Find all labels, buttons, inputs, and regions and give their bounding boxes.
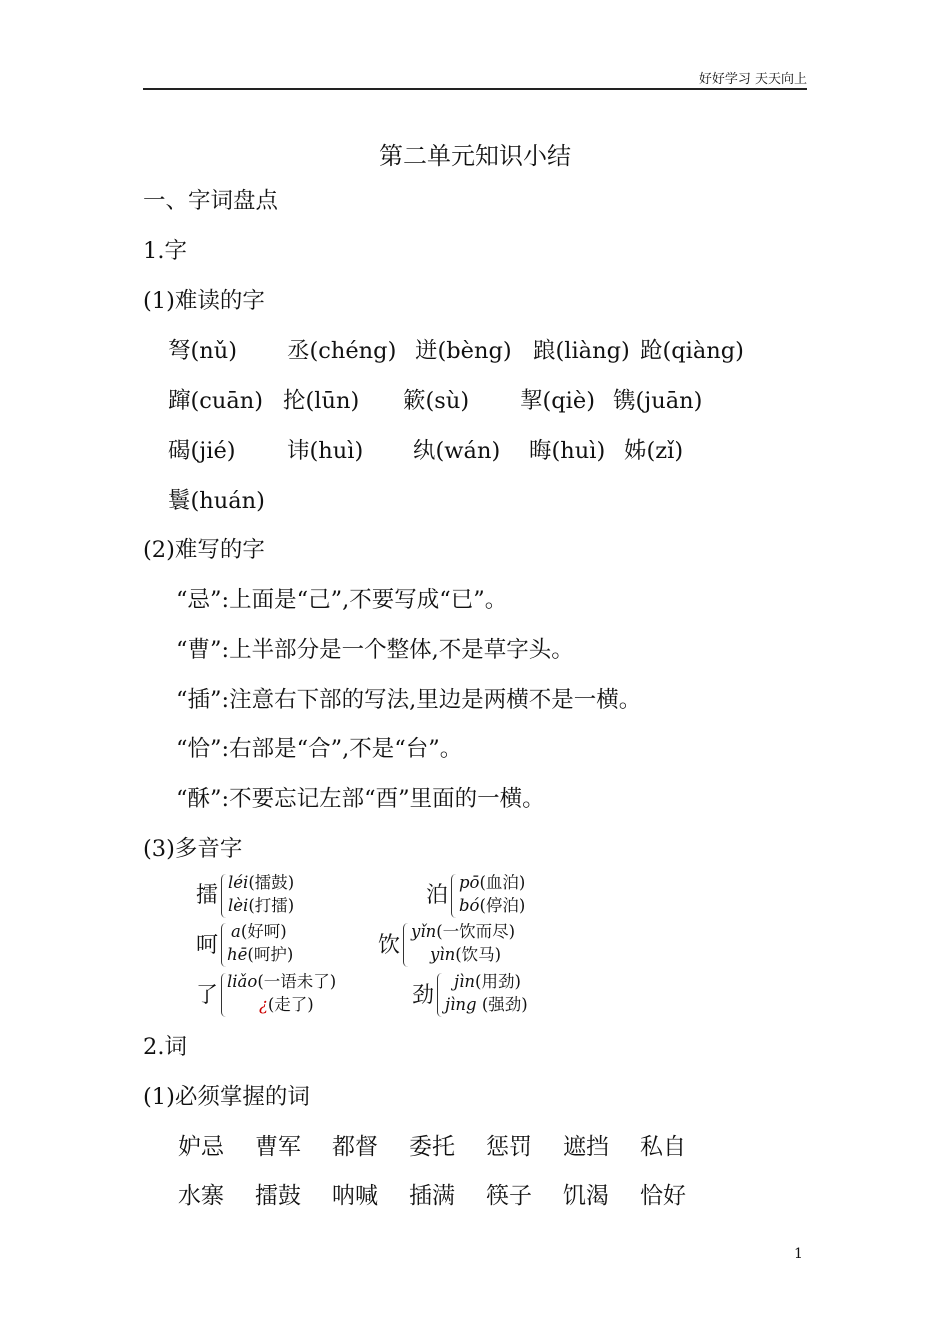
word-item: 插满 (409, 1183, 455, 1209)
word-item: 委托 (409, 1134, 455, 1160)
hard-read-item: 蹿(cuān) (168, 388, 264, 414)
hard-read-item: 讳(huì) (287, 438, 364, 464)
word-item: 恰好 (640, 1183, 686, 1209)
word-item: 水寨 (178, 1183, 224, 1209)
word-item: 呐喊 (332, 1183, 378, 1209)
polyphone-reading: bó(停泊) (459, 896, 526, 915)
hard-read-item: 晦(huì) (529, 438, 606, 464)
polyphone-heading: (3)多音字 (143, 836, 243, 862)
word-item: 擂鼓 (255, 1183, 301, 1209)
polyphone-char: 泊 (426, 883, 449, 908)
word-item: 都督 (332, 1134, 378, 1160)
polyphone-char: 呵 (196, 933, 219, 958)
polyphone-reading: jìng (强劲) (445, 995, 528, 1014)
polyphone-char: 劲 (412, 983, 435, 1008)
hard-read-item: 抡(lūn) (283, 388, 360, 414)
hard-read-heading: (1)难读的字 (143, 288, 265, 314)
word-item: 饥渴 (563, 1183, 609, 1209)
hard-read-item: 踉(liàng) (533, 338, 630, 364)
section-heading-words: 一、字词盘点 (143, 188, 279, 214)
polyphone-char: 擂 (196, 883, 219, 908)
hard-read-item: 镌(juān) (613, 388, 703, 414)
word-item: 遮挡 (563, 1134, 609, 1160)
hard-write-heading: (2)难写的字 (143, 537, 265, 563)
must-words-heading: (1)必须掌握的词 (143, 1084, 310, 1110)
brace-mark (221, 874, 228, 918)
polyphone-char: 饮 (378, 933, 401, 958)
polyphone-reading: liǎo(一语未了) (227, 972, 337, 991)
subsection-heading-words: 2.词 (143, 1034, 187, 1060)
hard-write-line: “酥”:不要忘记左部“酉”里面的一横。 (176, 786, 545, 812)
brace-mark (451, 874, 458, 918)
word-row (178, 1181, 717, 1211)
polyphone-reading: yǐn(一饮而尽) (411, 922, 516, 941)
hard-read-item: 纨(wán) (413, 438, 501, 464)
hard-read-item: 丞(chéng) (287, 338, 397, 364)
hard-read-item: 跄(qiàng) (640, 338, 744, 364)
hard-read-item: 弩(nǔ) (168, 338, 238, 364)
hard-read-item: 姊(zǐ) (624, 438, 684, 464)
word-item: 惩罚 (486, 1134, 532, 1160)
brace-mark (437, 973, 444, 1017)
hard-read-item: 碣(jié) (168, 438, 236, 464)
polyphone-reading: hē(呵护) (227, 945, 294, 964)
hard-write-line: “恰”:右部是“合”,不是“台”。 (176, 736, 463, 762)
polyphone-reading: lèi(打擂) (228, 896, 295, 915)
polyphone-reading: jìn(用劲) (454, 972, 521, 991)
hard-write-line: “忌”:上面是“己”,不要写成“已”。 (176, 587, 508, 613)
polyphone-reading: a(好呵) (231, 922, 287, 941)
polyphone-reading: léi(擂鼓) (228, 873, 295, 892)
brace-mark (403, 923, 410, 967)
hard-read-item: 挈(qiè) (520, 388, 595, 414)
polyphone-reading: pō(血泊) (459, 873, 526, 892)
header-motto: 好好学习 天天向上 (698, 72, 807, 87)
word-item: 私自 (640, 1134, 686, 1160)
page-title: 第二单元知识小结 (379, 142, 571, 170)
word-item: 筷子 (486, 1183, 532, 1209)
word-item: 妒忌 (178, 1134, 224, 1160)
word-item: 曹军 (255, 1134, 301, 1160)
hard-write-line: “曹”:上半部分是一个整体,不是草字头。 (176, 637, 574, 663)
hard-read-item: 簌(sù) (403, 388, 470, 414)
hard-write-line: “插”:注意右下部的写法,里边是两横不是一横。 (176, 687, 642, 713)
polyphone-reading: ¿(走了) (259, 995, 314, 1014)
page-number: 1 (794, 1246, 803, 1262)
header-rule (143, 88, 807, 90)
word-row (178, 1132, 717, 1162)
polyphone-reading: yìn(饮马) (430, 945, 502, 964)
subsection-heading-chars: 1.字 (143, 238, 187, 264)
polyphone-char: 了 (196, 983, 219, 1008)
hard-read-item: 迸(bèng) (415, 338, 512, 364)
hard-read-item: 鬟(huán) (168, 488, 265, 514)
